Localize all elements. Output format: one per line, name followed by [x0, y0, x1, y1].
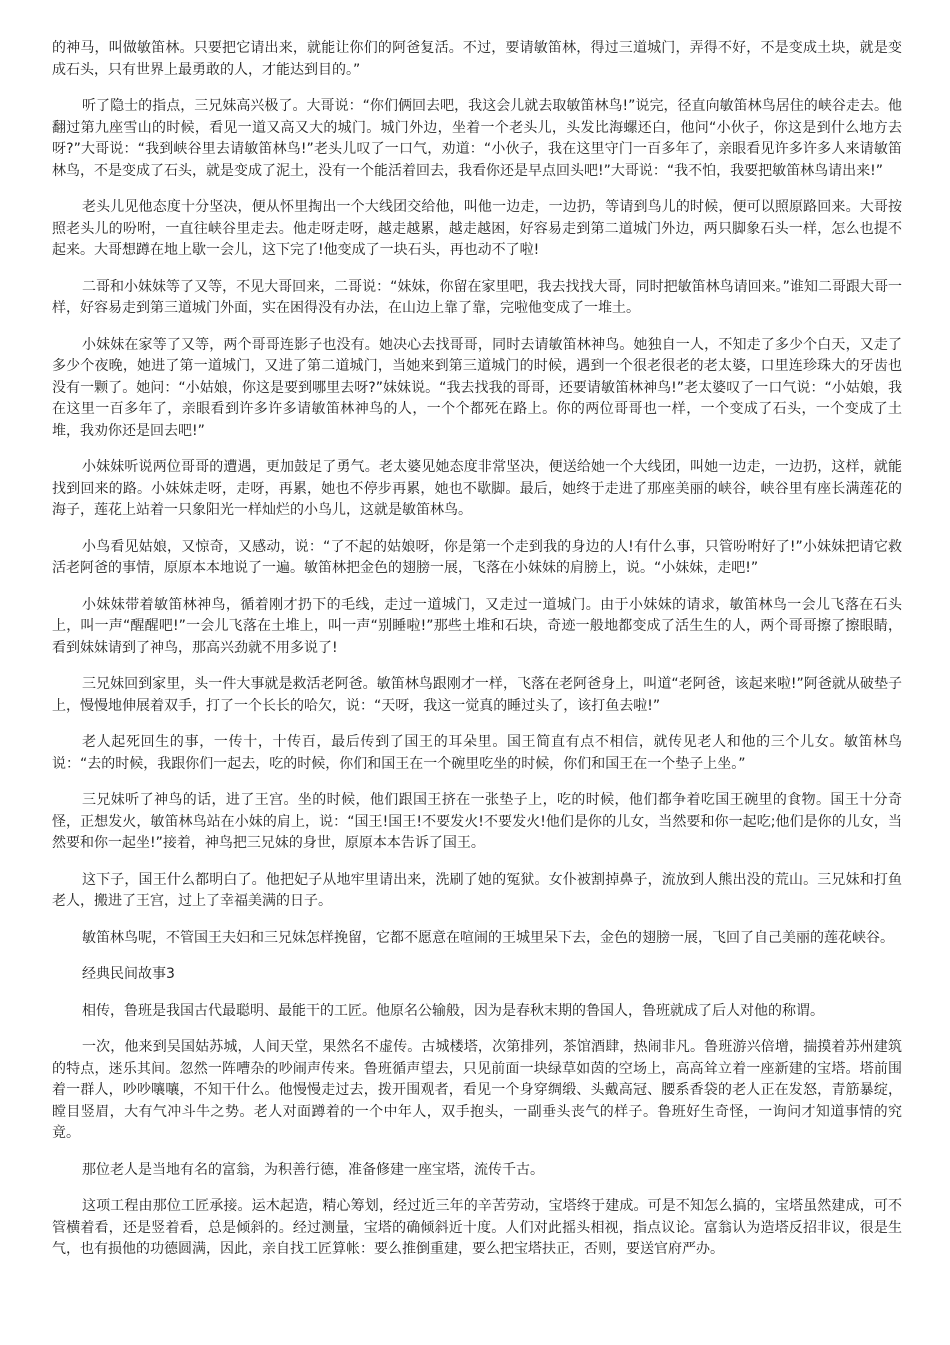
paragraph-7: 小鸟看见姑娘，又惊奇，又感动，说：“了不起的姑娘呀，你是第一个走到我的身边的人!有什么事，只管吩咐好了!”小妹妹把请它救活老阿爸的事情，原原本本地说了一遍。敏笛林把金色的翅膀一展，飞落在小妹妹的肩膀上，说。“小妹妹，走吧!”: [52, 538, 902, 576]
paragraph-2: 听了隐士的指点，三兄妹高兴极了。大哥说：“你们俩回去吧，我这会儿就去取敏笛林鸟!”说完，径直向敏笛林鸟居住的峡谷走去。他翻过第九座雪山的时候，看见一道又高又大的城门。城门外边，坐着一个老头儿，头发比海螺还白，他问“小伙子，你这是到什么地方去呀?”大哥说：“我到峡谷里去请敏笛林鸟!”老头儿叹了一口气，劝道：“小伙子，我在这里守门一百多年了，亲眼看见许多许多人来请敏笛林鸟，不是变成了石头，就是变成了泥土，没有一个能活着回去，我看你还是早点回头吧!”大哥说：“我不怕，我要把敏笛林鸟请出来!”: [52, 98, 902, 179]
paragraph-4: 二哥和小妹妹等了又等，不见大哥回来，二哥说：“妹妹，你留在家里吧，我去找找大哥，同时把敏笛林鸟请回来。”谁知二哥跟大哥一样，好容易走到第三道城门外面，实在困得没有办法，在山边上靠了靠，完啦他变成了一堆土。: [52, 278, 902, 316]
paragraph-8: 小妹妹带着敏笛林神鸟，循着刚才扔下的毛线，走过一道城门，又走过一道城门。由于小妹妹的请求，敏笛林鸟一会儿飞落在石头上，叫一声“醒醒吧!”一会儿飞落在土堆上，叫一声“别睡啦!”那些土堆和石块，奇迹一般地都变成了活生生的人，两个哥哥擦了擦眼睛，看到妹妹请到了神鸟，那高兴劲就不用多说了!: [52, 596, 902, 656]
paragraph-9: 三兄妹回到家里，头一件大事就是救活老阿爸。敏笛林鸟跟刚才一样，飞落在老阿爸身上，叫道“老阿爸，该起来啦!”阿爸就从破垫子上，慢慢地伸展着双手，打了一个长长的哈欠，说：“天呀，我这一觉真的睡过头了，该打鱼去啦!”: [52, 676, 902, 714]
paragraph-11: 三兄妹听了神鸟的话，进了王宫。坐的时候，他们跟国王挤在一张垫子上，吃的时候，他们都争着吃国王碗里的食物。国王十分奇怪，正想发火，敏笛林鸟站在小妹的肩上，说：“国王!国王!不要发火!不要发火!他们是你的儿女，当然要和你一起吃;他们是你的儿女，当然要和你一起坐!”接着，神鸟把三兄妹的身世，原原本本告诉了国王。: [52, 792, 902, 851]
paragraph-3: 老头儿见他态度十分坚决，便从怀里掏出一个大线团交给他，叫他一边走，一边扔，等请到鸟儿的时候，便可以照原路回来。大哥按照老头儿的吩咐，一直往峡谷里走去。他走呀走呀，越走越累，越走越困，好容易走到第二道城门外边，两只脚象石头一样，怎么也提不起来。大哥想蹲在地上歇一会儿，这下完了!他变成了一块石头，再也动不了啦!: [52, 199, 902, 258]
paragraph-6: 小妹妹听说两位哥哥的遭遇，更加鼓足了勇气。老太婆见她态度非常坚决，便送给她一个大线团，叫她一边走，一边扔，这样，就能找到回来的路。小妹妹走呀，走呀，再累，她也不停步再累，她也不歇脚。最后，她终于走进了那座美丽的峡谷，峡谷里有座长满莲花的海子，莲花上站着一只象阳光一样灿烂的小鸟儿，这就是敏笛林鸟。: [52, 459, 902, 518]
paragraph-12: 这下子，国王什么都明白了。他把妃子从地牢里请出来，洗刷了她的冤狱。女仆被割掉鼻子，流放到人熊出没的荒山。三兄妹和打鱼老人，搬进了王宫，过上了幸福美满的日子。: [52, 871, 902, 909]
paragraph-15: 相传，鲁班是我国古代最聪明、最能干的工匠。他原名公输般，因为是春秋末期的鲁国人，鲁班就成了后人对他的称谓。: [82, 1002, 824, 1019]
paragraph-18: 这项工程由那位工匠承接。运木起造，精心筹划，经过近三年的辛苦劳动，宝塔终于建成。可是不知怎么搞的，宝塔虽然建成，可不管横着看，还是竖着看，总是倾斜的。经过测量，宝塔的确倾斜近十度。人们对此摇头相视，指点议论。富翁认为造塔反招非议，很是生气，也有损他的功德圆满，因此，亲自找工匠算帐：要么推倒重建，要么把宝塔扶正，否则，要送官府严办。: [52, 1198, 902, 1257]
paragraph-13: 敏笛林鸟呢，不管国王夫妇和三兄妹怎样挽留，它都不愿意在喧闹的王城里呆下去，金色的翅膀一展，飞回了自己美丽的莲花峡谷。: [82, 929, 894, 946]
paragraph-5: 小妹妹在家等了又等，两个哥哥连影子也没有。她决心去找哥哥，同时去请敏笛林神鸟。她独自一人，不知走了多少个白天，又走了多少个夜晚，她进了第一道城门，又进了第二道城门，当她来到第三道城门的时候，遇到一个很老很老的老太婆，口里连珍珠大的牙齿也没有一颗了。她问：“小姑娘，你这是要到哪里去呀?”妹妹说。“我去找我的哥哥，还要请敏笛林神鸟!”老太婆叹了一口气说：“小姑娘，我在这里一百多年了，亲眼看到许多许多请敏笛林神鸟的人，一个个都死在路上。你的两位哥哥也一样，一个变成了石头，一个变成了土堆，我劝你还是回去吧!”: [52, 336, 902, 439]
paragraph-1: 的神马，叫做敏笛林。只要把它请出来，就能让你们的阿爸复活。不过，要请敏笛林，得过三道城门，弄得不好，不是变成土块，就是变成石头，只有世界上最勇敢的人，才能达到目的。”: [52, 40, 902, 78]
section-heading: 经典民间故事3: [82, 966, 175, 982]
paragraph-16: 一次，他来到吴国姑苏城，人间天堂，果然名不虚传。古城楼塔，次第排列，茶馆酒肆，热闹非凡。鲁班游兴倍增，揣摸着苏州建筑的特点，迷乐其间。忽然一阵嘈杂的吵闹声传来。鲁班循声望去，只见前面一块绿草如茵的空场上，高高耸立着一座新建的宝塔。塔前围着一群人，吵吵嚷嚷，不知干什么。他慢慢走过去，拨开围观者，看见一个身穿绸缎、头戴高冠、腰系香袋的老人正在发怒，青筋暴绽，瞠目竖眉，大有气冲斗牛之势。老人对面蹲着的一个中年人，双手抱头，一副垂头丧气的样子。鲁班好生奇怪，一询问才知道事情的究竟。: [52, 1039, 902, 1141]
paragraph-10: 老人起死回生的事，一传十，十传百，最后传到了国王的耳朵里。国王简直有点不相信，就传见老人和他的三个儿女。敏笛林鸟说：“去的时候，我跟你们一起去，吃的时候，你们和国王在一个碗里吃坐的时候，你们和国王在一个垫子上坐。”: [52, 734, 902, 772]
paragraph-17: 那位老人是当地有名的富翁，为积善行德，准备修建一座宝塔，流传千古。: [82, 1161, 544, 1178]
